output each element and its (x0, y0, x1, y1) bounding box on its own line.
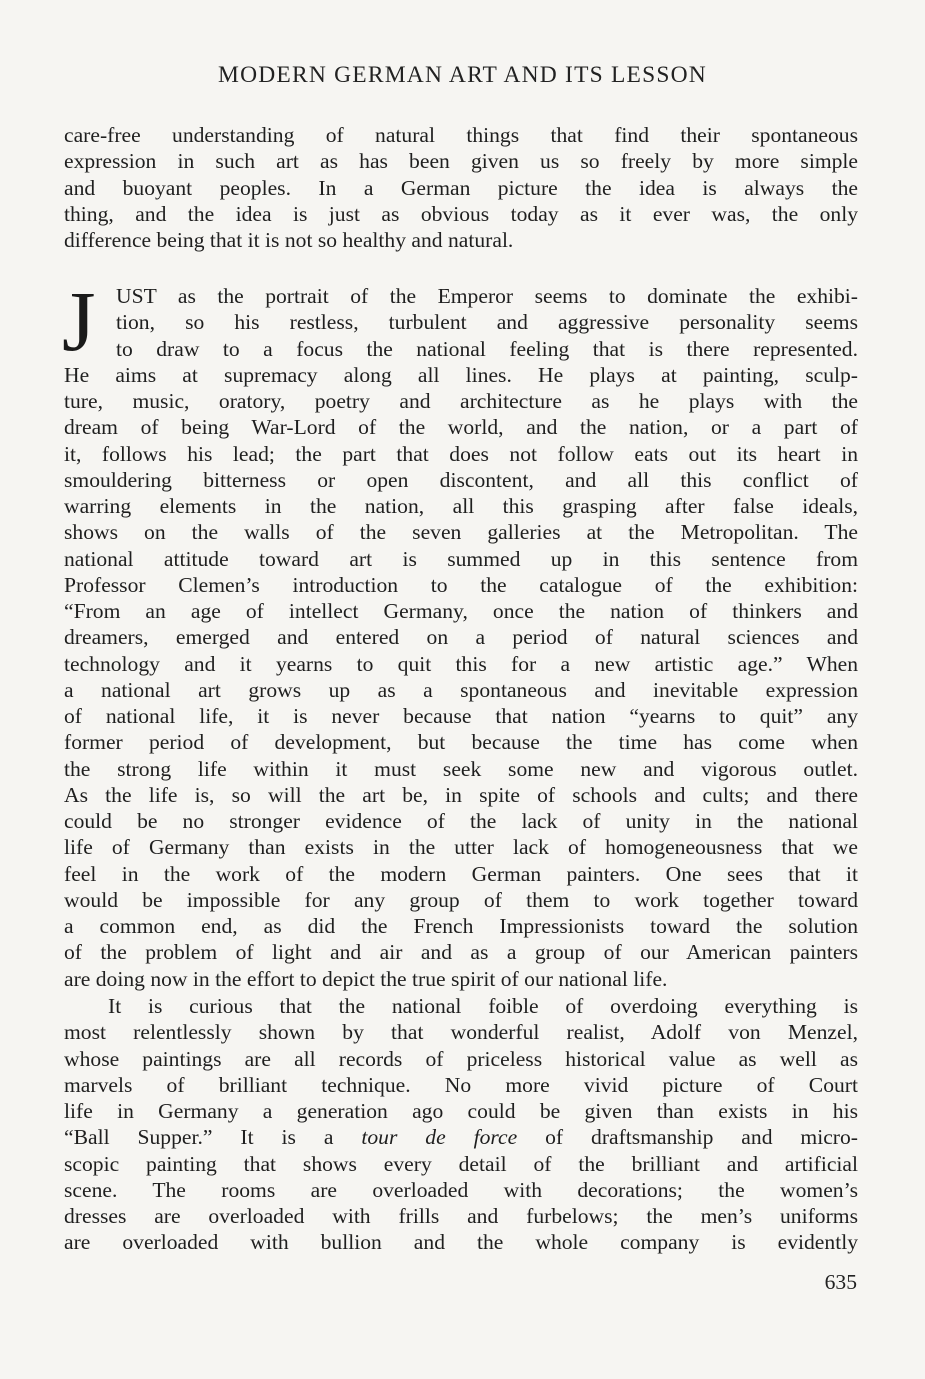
text-line: most relentlessly shown by that wonderful realist, Adolf von Menzel, (64, 1020, 858, 1045)
text-line: dresses are overloaded with frills and furbelows; the men’s uniforms (64, 1204, 858, 1228)
text-line: expression in such art as has been given us so freely by more simple (64, 149, 858, 174)
text-line: dreamers, emerged and entered on a period of natural sciences and (64, 625, 858, 650)
drop-cap-block (62, 273, 858, 369)
text-line: the strong life within it must seek some new and vigorous outlet. (64, 756, 858, 781)
text-line: scopic painting that shows every detail of the brilliant and artificial (64, 1151, 858, 1176)
text-line: and buoyant peoples. In a German picture the idea is always the (64, 175, 858, 200)
text-line: former period of development, but because the time has come when (64, 730, 858, 755)
text-run: of draftsmanship and micro- (517, 1125, 858, 1150)
text-line: UST as the portrait of the Emperor seems to dominate the exhibi- (116, 284, 858, 308)
text-line: care-free understanding of natural things that find their spontaneous (64, 123, 858, 147)
paragraph-3 (64, 993, 858, 1256)
text-line: He aims at supremacy along all lines. He plays at painting, sculp- (64, 362, 858, 387)
text-line: shows on the walls of the seven galleries at the Metropolitan. The (64, 520, 858, 545)
text-line: Professor Clemen’s introduction to the catalogue of the exhibition: (64, 572, 858, 597)
text-line: thing, and the idea is just as obvious today as it ever was, the only (64, 201, 858, 226)
text-line: difference being that it is not so healthy and natural. (64, 228, 514, 252)
text-line: whose paintings are all records of priceless historical value as well as (64, 1046, 858, 1071)
drop-cap: J (62, 273, 96, 369)
text-line: are overloaded with bullion and the whole company is evidently (64, 1230, 858, 1255)
text-line: a common end, as did the French Impressionists toward the solution (64, 914, 858, 938)
text-line: could be no stronger evidence of the lack of unity in the national (64, 809, 858, 833)
running-head: MODERN GERMAN ART AND ITS LESSON (218, 62, 707, 88)
text-line: life in Germany a generation ago could be given than exists in his (64, 1099, 858, 1123)
text-line: tion, so his restless, turbulent and aggressive personality seems (116, 310, 858, 335)
text-run: “Ball Supper.” It is a (64, 1125, 362, 1150)
text-line: warring elements in the nation, all this grasping after false ideals, (64, 494, 858, 518)
text-line-with-italic (64, 1124, 858, 1150)
text-line: it, follows his lead; the part that does not follow eats out its heart in (64, 441, 858, 466)
text-line: marvels of brilliant technique. No more vivid picture of Court (64, 1072, 858, 1097)
paragraph-2 (62, 273, 858, 992)
text-line: of national life, it is never because that nation “yearns to quit” any (64, 704, 858, 728)
text-line: national attitude toward art is summed up in this sentence from (64, 546, 858, 571)
text-line: of the problem of light and air and as a group of our American painters (64, 940, 858, 965)
text-line: “From an age of intellect Germany, once the nation of thinkers and (64, 599, 858, 623)
text-line: scene. The rooms are overloaded with decorations; the women’s (64, 1177, 858, 1202)
text-line: dream of being War-Lord of the world, and the nation, or a part of (64, 415, 858, 440)
text-line: ture, music, oratory, poetry and architecture as he plays with the (64, 389, 858, 413)
text-line: are doing now in the effort to depict the true spirit of our national life. (64, 966, 668, 991)
paragraph-1 (64, 122, 858, 253)
text-line: would be impossible for any group of them to work together toward (64, 887, 858, 912)
text-line: smouldering bitterness or open discontent, and all this conflict of (64, 467, 858, 492)
italic-phrase: tour de force (361, 1125, 518, 1150)
text-line: It is curious that the national foible of overdoing everything is (108, 994, 858, 1018)
text-line: life of Germany than exists in the utter lack of homogeneousness that we (64, 835, 858, 860)
text-line: technology and it yearns to quit this for a new artistic age.” When (64, 651, 858, 676)
text-line: a national art grows up as a spontaneous and inevitable expression (64, 677, 858, 702)
text-line: to draw to a focus the national feeling that is there represented. (116, 336, 858, 361)
page-number: 635 (824, 1270, 857, 1294)
text-line: feel in the work of the modern German painters. One sees that it (64, 861, 858, 886)
text-line: As the life is, so will the art be, in spite of schools and cults; and there (64, 782, 858, 807)
